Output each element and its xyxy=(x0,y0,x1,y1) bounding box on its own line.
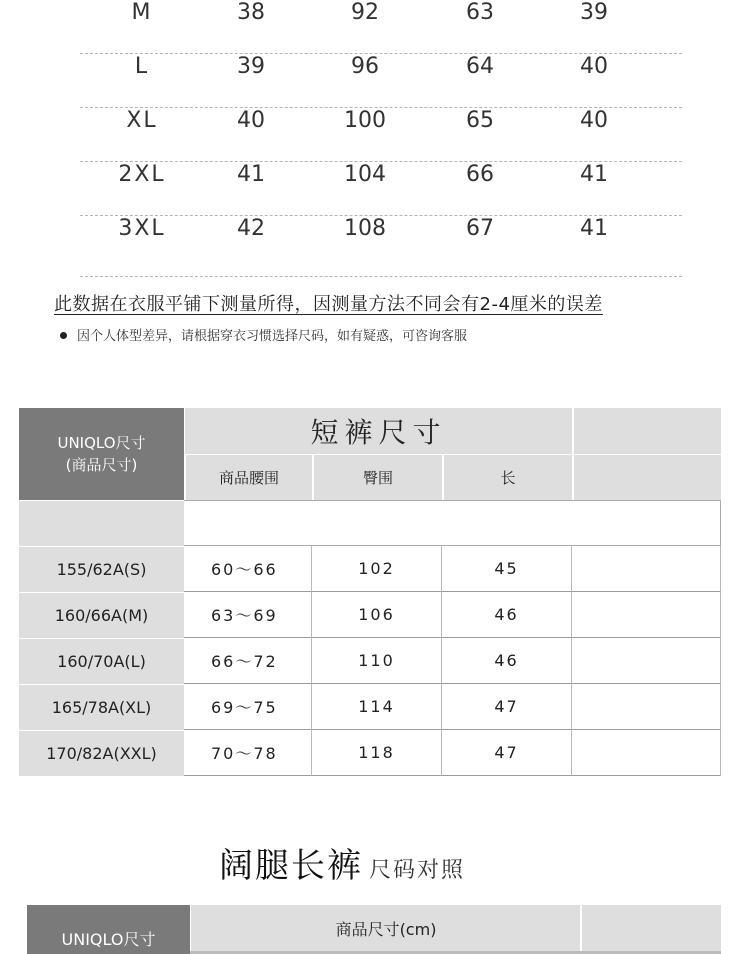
empty-cell xyxy=(572,592,721,638)
size-label: 170/82A(XXL) xyxy=(19,730,184,776)
hip-cell: 118 xyxy=(312,730,442,776)
size-label: L xyxy=(134,54,150,79)
table-cell: 39 xyxy=(580,0,608,25)
table-cell: 92 xyxy=(351,0,379,25)
blank-row xyxy=(184,500,721,546)
hip-cell: 114 xyxy=(312,684,442,730)
hip-cell: 106 xyxy=(312,592,442,638)
blank-row-label xyxy=(19,500,184,546)
empty-cell xyxy=(572,638,721,684)
table-row xyxy=(80,162,682,216)
fit-advice-note xyxy=(60,325,467,344)
table-cell: 64 xyxy=(466,54,494,79)
fit-advice-text: 因个人体型差异，请根据穿衣习惯选择尺码，如有疑惑，可咨询客服 xyxy=(77,329,468,344)
hip-cell: 110 xyxy=(312,638,442,684)
wide-leg-title-main: 阔腿长裤 xyxy=(219,846,363,886)
empty-cell xyxy=(572,684,721,730)
wide-leg-title-sub: 尺码对照 xyxy=(369,858,466,883)
bullet-icon xyxy=(60,332,67,339)
table-cell: 42 xyxy=(237,216,265,241)
table-row xyxy=(80,54,682,108)
empty-header-cell xyxy=(572,454,721,500)
size-label: 160/66A(M) xyxy=(19,592,184,638)
length-cell: 47 xyxy=(442,684,572,730)
table-row xyxy=(80,216,682,277)
table-cell: 41 xyxy=(580,162,608,187)
empty-header-cell xyxy=(572,408,721,454)
length-cell: 46 xyxy=(442,638,572,684)
column-header-waist: 商品腰围 xyxy=(184,454,312,500)
size-label: 165/78A(XL) xyxy=(19,684,184,730)
size-label: XL xyxy=(126,108,158,133)
waist-cell: 70～78 xyxy=(184,730,312,776)
table-cell: 40 xyxy=(237,108,265,133)
table-cell: 39 xyxy=(237,54,265,79)
shorts-table-title: 短裤尺寸 xyxy=(184,408,572,454)
length-cell: 45 xyxy=(442,546,572,592)
table-cell: 41 xyxy=(580,216,608,241)
hip-cell: 102 xyxy=(312,546,442,592)
wide-leg-size-table xyxy=(27,905,721,954)
empty-cell xyxy=(572,546,721,592)
length-cell: 46 xyxy=(442,592,572,638)
empty-header-cell xyxy=(580,905,721,951)
table-cell: 67 xyxy=(466,216,494,241)
column-header-hip: 臀围 xyxy=(312,454,442,500)
size-label: 160/70A(L) xyxy=(19,638,184,684)
measurement-note: 此数据在衣服平铺下测量所得，因测量方法不同会有2-4厘米的误差 xyxy=(54,294,603,315)
table-cell: 40 xyxy=(580,54,608,79)
brand-size-header xyxy=(19,408,184,500)
table-cell: 108 xyxy=(344,216,386,241)
waist-cell: 63～69 xyxy=(184,592,312,638)
size-label: 155/62A(S) xyxy=(19,546,184,592)
table-cell: 38 xyxy=(237,0,265,25)
table-cell: 66 xyxy=(466,162,494,187)
empty-cell xyxy=(572,730,721,776)
product-size-header: 商品尺寸(cm) xyxy=(190,905,581,951)
waist-cell: 60～66 xyxy=(184,546,312,592)
table-cell: 65 xyxy=(466,108,494,133)
top-size-table xyxy=(80,0,682,277)
table-cell: 40 xyxy=(580,108,608,133)
brand-size-label: UNIQLO尺寸 xyxy=(57,434,146,452)
table-cell: 96 xyxy=(351,54,379,79)
waist-cell: 66～72 xyxy=(184,638,312,684)
table-row xyxy=(80,108,682,162)
column-header-length: 长 xyxy=(442,454,572,500)
wide-leg-title xyxy=(219,838,465,887)
table-cell: 104 xyxy=(344,162,386,187)
table-cell: 100 xyxy=(344,108,386,133)
size-label: 3XL xyxy=(118,216,166,241)
waist-cell: 69～75 xyxy=(184,684,312,730)
table-cell: 63 xyxy=(466,0,494,25)
product-size-label: (商品尺寸) xyxy=(65,456,138,474)
table-cell: 41 xyxy=(237,162,265,187)
length-cell: 47 xyxy=(442,730,572,776)
brand-size-header: UNIQLO尺寸 xyxy=(27,905,190,954)
shorts-size-table xyxy=(19,408,721,778)
size-label: M xyxy=(131,0,153,25)
size-label: 2XL xyxy=(118,162,166,187)
table-row xyxy=(80,0,682,54)
